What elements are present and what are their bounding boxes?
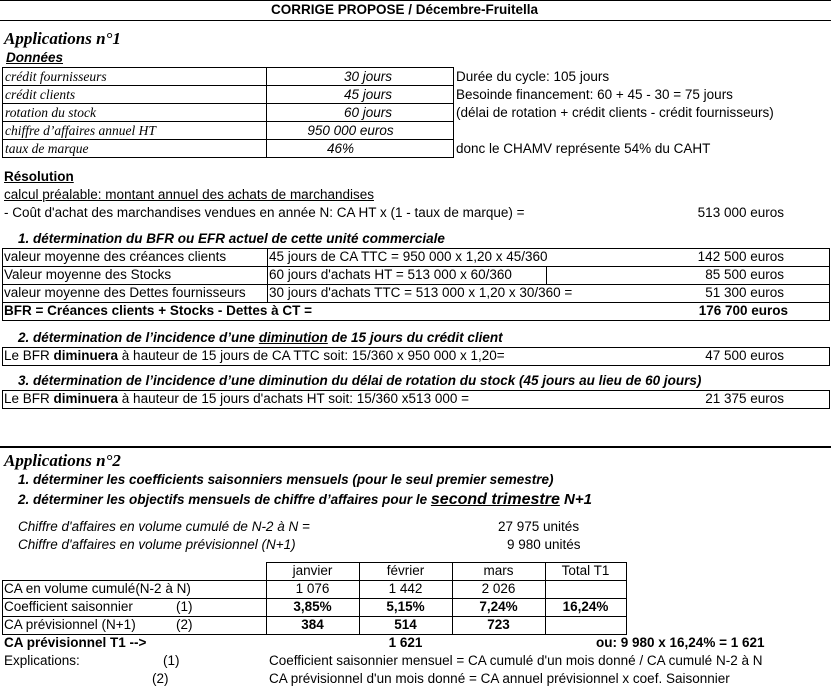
- cell-coef-jan: 3,85%: [293, 599, 332, 614]
- cell-ca-cumul-fev: 1 442: [388, 581, 423, 596]
- bfr-total-label: BFR = Créances clients + Stocks - Dettes à CT =: [4, 303, 312, 318]
- row-label-coef: Coefficient saisonnier: [4, 599, 133, 614]
- ca-prev-label: Chiffre d'affaires en volume prévisionnel (N+1): [18, 537, 296, 552]
- donnee-label-1: crédit fournisseurs: [5, 69, 107, 84]
- bfr-row-value-1: 142 500 euros: [697, 249, 784, 264]
- title-rule: [0, 20, 831, 21]
- bfr-row-value-3: 51 300 euros: [705, 285, 784, 300]
- row-label-ca-cumul: CA en volume cumulé(N-2 à N): [4, 581, 191, 596]
- col-header-total: Total T1: [561, 563, 610, 578]
- section-divider: [0, 446, 831, 448]
- donnee-value-2: 45 jours: [343, 87, 393, 102]
- donnee-label-5: taux de marque: [5, 141, 89, 156]
- donnee-label-2: crédit clients: [5, 87, 76, 102]
- row-tag-coef: (1): [176, 599, 193, 614]
- ca-cumul-label: Chiffre d'affaires en volume cumulé de N-2 à N =: [18, 519, 310, 534]
- donnee-value-4: 950 000 euros: [307, 123, 394, 138]
- q3-line: Le BFR diminuera à hauteur de 15 jours d'achats HT soit: 15/360 x513 000 =: [4, 391, 469, 406]
- donnee-note-3: (délai de rotation + crédit clients - crédit fournisseurs): [456, 105, 774, 120]
- explication-tag-2: (2): [152, 671, 169, 686]
- explication-text-2: CA prévisionnel d'un mois donné = CA annuel prévisionnel x coef. Saisonnier: [269, 671, 730, 686]
- q1-title: 1. détermination du BFR ou EFR actuel de cette unité commerciale: [18, 231, 445, 246]
- donnee-note-5: donc le CHAMV représente 54% du CAHT: [456, 141, 711, 156]
- app1-title: Applications n°1: [4, 29, 121, 48]
- row-label-ca-prev: CA prévisionnel (N+1): [4, 617, 136, 632]
- q2-title: 2. détermination de l’incidence d’une diminution de 15 jours du crédit client: [18, 330, 503, 345]
- q3-title: 3. détermination de l’incidence d’une diminution du délai de rotation du stock (45 jours au lieu de 60 jours): [18, 373, 702, 388]
- calcul-label: calcul préalable: montant annuel des achats de marchandises: [4, 187, 374, 202]
- row-tag-ca-prev: (2): [176, 617, 193, 632]
- cell-ca-prev-mar: 723: [487, 617, 510, 632]
- resolution-label: Résolution: [4, 169, 74, 184]
- donnee-label-4: chiffre d’affaires annuel HT: [5, 123, 156, 138]
- cell-ca-prev-fev: 514: [394, 617, 417, 632]
- cell-coef-fev: 5,15%: [386, 599, 425, 614]
- app2-q2: 2. déterminer les objectifs mensuels de chiffre d’affaires pour le second trimestre N+1: [18, 491, 592, 508]
- ca-t1-value: 1 621: [388, 635, 423, 650]
- col-header-mars: mars: [483, 563, 514, 578]
- app2-q1: 1. déterminer les coefficients saisonniers mensuels (pour le seul premier semestre): [18, 472, 554, 487]
- q3-value: 21 375 euros: [705, 391, 784, 406]
- ca-cumul-value: 27 975 unités: [498, 519, 580, 534]
- bfr-row-formula-2: 60 jours d'achats HT = 513 000 x 60/360: [269, 267, 512, 282]
- calcul-line: - Coût d'achat des marchandises vendues en année N: CA HT x (1 - taux de marque) =: [4, 205, 525, 220]
- app2-title: Applications n°2: [4, 451, 121, 470]
- explications-label: Explications:: [4, 653, 80, 668]
- cell-coef-mar: 7,24%: [479, 599, 518, 614]
- donnee-note-1: Durée du cycle: 105 jours: [456, 69, 610, 84]
- donnee-value-5: 46%: [326, 141, 355, 156]
- ca-t1-label: CA prévisionnel T1 -->: [4, 635, 147, 650]
- q2-line: Le BFR diminuera à hauteur de 15 jours de CA TTC soit: 15/360 x 950 000 x 1,20=: [4, 348, 505, 363]
- bfr-total-value: 176 700 euros: [698, 303, 788, 318]
- bfr-row-label-1: valeur moyenne des créances clients: [4, 249, 227, 264]
- col-header-fevrier: février: [386, 563, 425, 578]
- col-header-janvier: janvier: [292, 563, 333, 578]
- q2-value: 47 500 euros: [705, 348, 784, 363]
- donnee-value-1: 30 jours: [343, 69, 393, 84]
- page-title: CORRIGE PROPOSE / Décembre-Fruitella: [271, 2, 539, 17]
- explication-tag-1: (1): [163, 653, 180, 668]
- donnee-value-3: 60 jours: [343, 105, 393, 120]
- cell-ca-cumul-mar: 2 026: [481, 581, 516, 596]
- bfr-row-formula-1: 45 jours de CA TTC = 950 000 x 1,20 x 45/360: [269, 249, 548, 264]
- cell-ca-prev-jan: 384: [301, 617, 324, 632]
- donnee-note-2: Besoinde financement: 60 + 45 - 30 = 75 jours: [456, 87, 733, 102]
- donnee-label-3: rotation du stock: [5, 105, 96, 120]
- cell-ca-cumul-jan: 1 076: [295, 581, 330, 596]
- bfr-row-label-2: Valeur moyenne des Stocks: [4, 267, 172, 282]
- calcul-value: 513 000 euros: [697, 205, 784, 220]
- cell-coef-total: 16,24%: [562, 599, 609, 614]
- ca-t1-formula: ou: 9 980 x 16,24% = 1 621: [596, 635, 765, 650]
- bfr-row-label-3: valeur moyenne des Dettes fournisseurs: [4, 285, 246, 300]
- bfr-row-value-2: 85 500 euros: [705, 267, 784, 282]
- bfr-row-formula-3: 30 jours d'achats TTC = 513 000 x 1,20 x 30/360 =: [269, 285, 573, 300]
- explication-text-1: Coefficient saisonnier mensuel = CA cumulé d'un mois donné / CA cumulé N-2 à N: [269, 653, 763, 668]
- donnees-label: Données: [6, 50, 64, 65]
- ca-prev-value: 9 980 unités: [507, 537, 581, 552]
